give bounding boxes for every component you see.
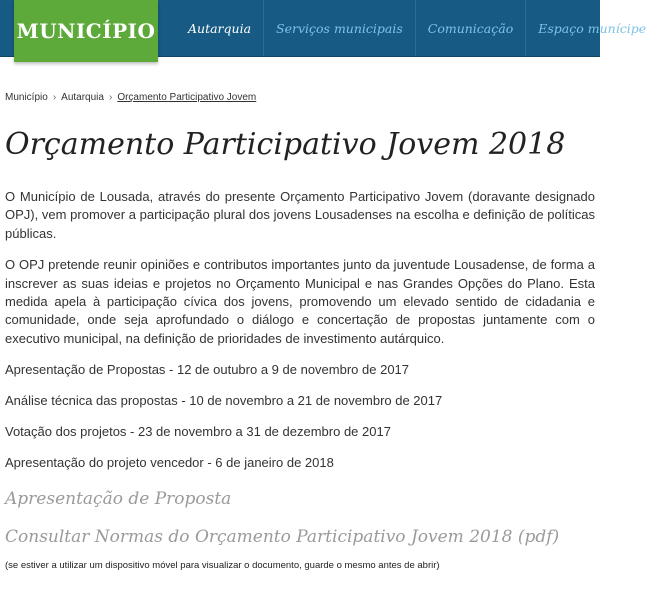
schedule-item-analise: Análise técnica das propostas - 10 de novembro a 21 de novembro de 2017	[5, 393, 443, 409]
top-navigation-bar	[0, 0, 647, 57]
nav-item-servicos-municipais[interactable]: Serviços municipais	[263, 0, 415, 56]
breadcrumb	[5, 92, 595, 106]
breadcrumb-item-municipio[interactable]: Município	[5, 92, 48, 103]
apresentacao-proposta-link[interactable]: Apresentação de Proposta	[5, 489, 232, 510]
nav-item-espaco-municipe[interactable]: Espaço munícipe	[525, 0, 658, 56]
breadcrumb-separator: ›	[108, 92, 113, 103]
municipio-logo[interactable]	[14, 0, 158, 62]
page-title: Orçamento Participativo Jovem 2018	[5, 127, 566, 162]
breadcrumb-item-autarquia[interactable]: Autarquia	[61, 92, 104, 103]
description-paragraph: O OPJ pretende reunir opiniões e contributos importantes junto da juventude Lousadense, de forma a inscrever as suas ideias e projetos no Orçamento Municipal e nas Grandes Opções do Plano. Esta medida apela à participação cívica dos jovens, promovendo um elevado sentido de cidadania e comunidade, onde seja aprofundado o diálogo e concertação de propostas juntamente com o executivo municipal, na definição de prioridades de investimento autárquico.	[5, 257, 595, 346]
schedule-item-vencedor: Apresentação do projeto vencedor - 6 de janeiro de 2018	[5, 455, 334, 471]
breadcrumb-separator: ›	[52, 92, 57, 103]
logo-text: MUNICÍPIO	[16, 19, 156, 43]
schedule-item-votacao: Votação dos projetos - 23 de novembro a 31 de dezembro de 2017	[5, 424, 391, 440]
nav-item-autarquia[interactable]: Autarquia	[188, 20, 252, 36]
schedule-item-propostas: Apresentação de Propostas - 12 de outubro a 9 de novembro de 2017	[5, 362, 410, 378]
normas-pdf-link[interactable]: Consultar Normas do Orçamento Participativo Jovem 2018 (pdf)	[5, 527, 560, 548]
main-content	[5, 92, 595, 571]
breadcrumb-item-current[interactable]: Orçamento Participativo Jovem	[117, 92, 257, 103]
main-nav	[176, 0, 658, 56]
nav-item-comunicacao[interactable]: Comunicação	[415, 0, 525, 56]
intro-paragraph: O Município de Lousada, através do presente Orçamento Participativo Jovem (doravante designado OPJ), vem promover a participação plural dos jovens Lousadenses na escolha e definição de políticas públicas.	[5, 189, 595, 241]
mobile-note: (se estiver a utilizar um dispositivo móvel para visualizar o documento, guarde o mesmo antes de abrir)	[5, 560, 440, 572]
